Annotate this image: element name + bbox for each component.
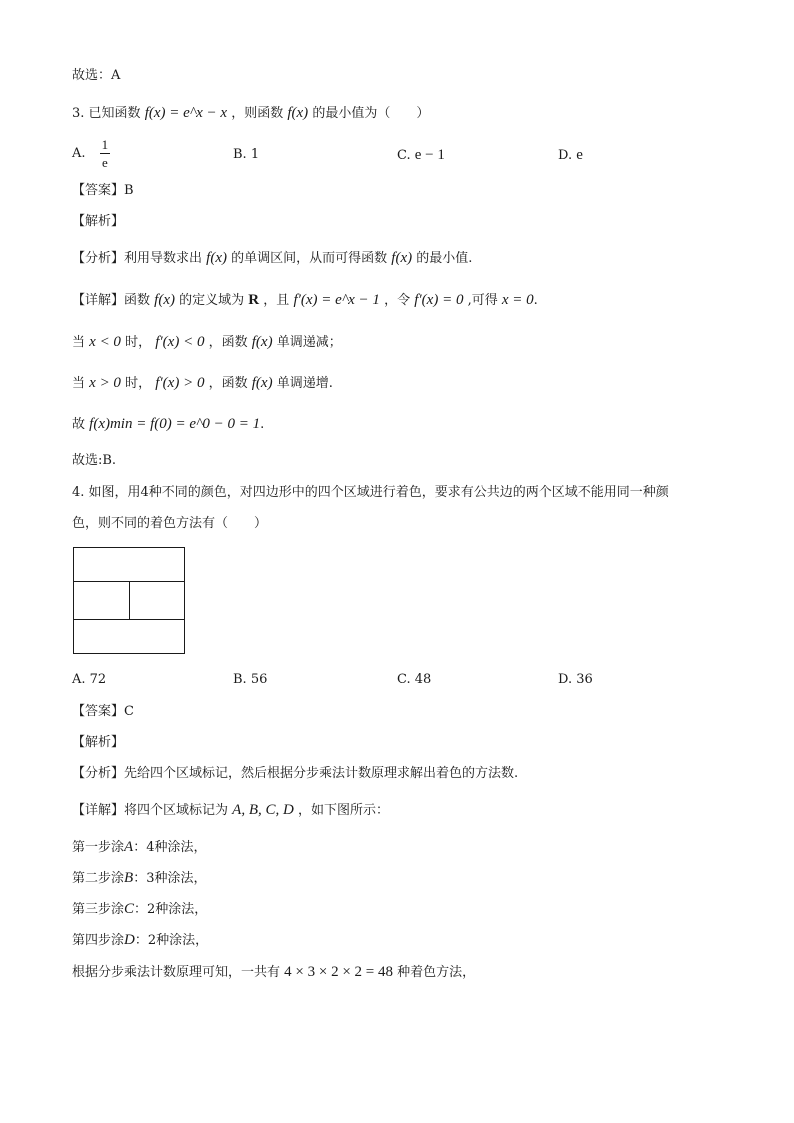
q3-analysis-tag: 【解析】 <box>72 214 125 229</box>
q4-step1-region: A <box>124 839 134 855</box>
q3-stem-end: 的最小值为（ ） <box>312 106 430 121</box>
q4-fenxi-text: 先给四个区域标记，然后根据分步乘法计数原理求解出着色的方法数. <box>124 766 519 781</box>
q3-detail-text-f: . <box>533 293 538 308</box>
q3-detail-domain: R <box>248 292 260 308</box>
q3-case1-text-b: 时， <box>125 335 152 350</box>
q4-option-a: A. 72 <box>72 672 107 687</box>
q3-case2-fx: f(x) <box>251 375 273 391</box>
q4-step1-text-b: ：4种涂法， <box>133 840 207 855</box>
q3-answer-tag: 【答案】 <box>72 183 125 198</box>
q4-step2 <box>72 869 206 888</box>
q3-function-definition: f(x) = e^x − x <box>144 105 228 121</box>
q3-conclusion <box>72 415 264 434</box>
q3-fenxi-text-b: 的单调区间，从而可得函数 <box>231 251 388 266</box>
q4-analysis-tag: 【解析】 <box>72 735 125 750</box>
q4-option-b: B. 56 <box>233 672 268 687</box>
q3-option-d-value: e <box>576 147 583 163</box>
q3-option-c <box>397 146 445 165</box>
q3-fenxi-tag: 【分析】 <box>72 251 125 266</box>
q3-option-a <box>72 136 110 171</box>
q3-detail <box>72 291 538 310</box>
q4-final <box>72 963 475 982</box>
q4-step4-text-a: 第四步涂 <box>72 933 125 948</box>
q4-detail-labels: A, B, C, D <box>232 802 294 818</box>
q4-fenxi-tag: 【分析】 <box>72 766 125 781</box>
q4-final-text-a: 根据分步乘法计数原理可知，一共有 <box>72 965 281 980</box>
q3-option-c-label: C. <box>397 148 411 163</box>
q3-detail-text-e: ,可得 <box>467 293 498 308</box>
q4-step1-text-a: 第一步涂 <box>72 840 125 855</box>
q3-case2-text-c: ，函数 <box>208 376 248 391</box>
q3-stem <box>72 104 429 123</box>
q3-case2-text-d: 单调递增. <box>276 376 333 391</box>
q4-step3 <box>72 900 207 919</box>
q4-final-text-b: 种着色方法， <box>397 965 476 980</box>
q3-case2-text-a: 当 <box>72 376 86 391</box>
q3-detail-x-zero: x = 0 <box>501 292 534 308</box>
q3-case1-text-a: 当 <box>72 335 86 350</box>
q4-step2-text-a: 第二步涂 <box>72 871 125 886</box>
q4-step2-text-b: ：3种涂法， <box>133 871 207 886</box>
q3-function-ref: f(x) <box>287 105 309 121</box>
q4-step3-region: C <box>124 901 135 917</box>
q3-detail-derivative-zero: f′(x) = 0 <box>414 292 464 308</box>
q3-detail-text-c: ，且 <box>263 293 290 308</box>
q3-fenxi-text-a: 利用导数求出 <box>124 251 203 266</box>
q3-choice: 故选:B. <box>72 453 117 468</box>
q3-option-a-numerator: 1 <box>101 137 109 152</box>
q3-option-d-label: D. <box>558 148 573 163</box>
q3-fenxi-fx2: f(x) <box>391 250 413 266</box>
q3-conclusion-min: f(x)min = f(0) = e^0 − 0 = 1 <box>89 416 261 432</box>
q3-case1-text-d: 单调递减； <box>276 335 342 350</box>
q4-detail-text-b: ，如下图所示： <box>297 803 389 818</box>
q3-detail-text-a: 函数 <box>124 293 151 308</box>
q3-detail-text-d: ，令 <box>384 293 411 308</box>
q3-option-d <box>558 146 583 165</box>
q3-case-negative <box>72 333 342 352</box>
q3-detail-tag: 【详解】 <box>72 293 125 308</box>
q4-step4 <box>72 931 208 950</box>
q3-case2-text-b: 时， <box>125 376 152 391</box>
q3-fenxi-fx: f(x) <box>206 250 227 266</box>
q3-case1-text-c: ，函数 <box>208 335 248 350</box>
q3-case-positive <box>72 374 333 393</box>
q3-fenxi <box>72 249 472 268</box>
q3-answer-value: B <box>124 183 134 198</box>
q4-answer-value: C <box>124 704 134 719</box>
q3-conclusion-text-a: 故 <box>72 417 86 432</box>
q4-stem-line2: 色，则不同的着色方法有（ ） <box>72 516 268 531</box>
q3-conclusion-text-b: . <box>260 417 265 432</box>
q3-answer <box>72 182 134 200</box>
q3-option-a-fraction <box>100 136 111 171</box>
q4-step4-region: D <box>124 932 135 948</box>
q4-detail-tag: 【详解】 <box>72 803 125 818</box>
q4-detail-text-a: 将四个区域标记为 <box>124 803 229 818</box>
q4-step1 <box>72 838 206 857</box>
q3-option-c-value: e − 1 <box>414 147 445 163</box>
q3-stem-start: 3. 已知函数 <box>72 106 141 121</box>
q3-case2-derivative: f′(x) > 0 <box>155 375 205 391</box>
q3-detail-fx: f(x) <box>154 292 175 308</box>
q4-option-c: C. 48 <box>397 672 432 687</box>
q3-detail-text-b: 的定义域为 <box>179 293 245 308</box>
q4-answer <box>72 703 134 721</box>
q3-option-b: B. 1 <box>233 147 260 162</box>
q4-stem-line1: 4. 如图，用4种不同的颜色，对四边形中的四个区域进行着色，要求有公共边的两个区域不能用同一种颜 <box>72 485 669 500</box>
q4-answer-tag: 【答案】 <box>72 704 125 719</box>
q3-option-a-label: A. <box>72 146 86 161</box>
q4-step4-text-b: ：2种涂法， <box>134 933 209 948</box>
q4-final-expression: 4 × 3 × 2 × 2 = 48 <box>284 964 393 980</box>
q4-region-diagram <box>73 547 185 654</box>
previous-choice: 故选：A <box>72 68 121 83</box>
q4-option-d: D. 36 <box>558 672 593 687</box>
q4-step3-text-b: ：2种涂法， <box>134 902 208 917</box>
q3-case1-derivative: f′(x) < 0 <box>155 334 205 350</box>
q4-detail <box>72 801 389 820</box>
q3-stem-mid: ，则函数 <box>231 106 284 121</box>
q3-case2-condition: x > 0 <box>89 375 121 391</box>
q4-fenxi <box>72 765 518 783</box>
q4-step3-text-a: 第三步涂 <box>72 902 125 917</box>
q3-fenxi-text-c: 的最小值. <box>416 251 473 266</box>
q3-detail-derivative: f′(x) = e^x − 1 <box>293 292 380 308</box>
q3-case1-condition: x < 0 <box>89 334 121 350</box>
q4-step2-region: B <box>124 870 134 886</box>
q3-option-a-denominator: e <box>102 155 108 170</box>
q3-case1-fx: f(x) <box>251 334 273 350</box>
